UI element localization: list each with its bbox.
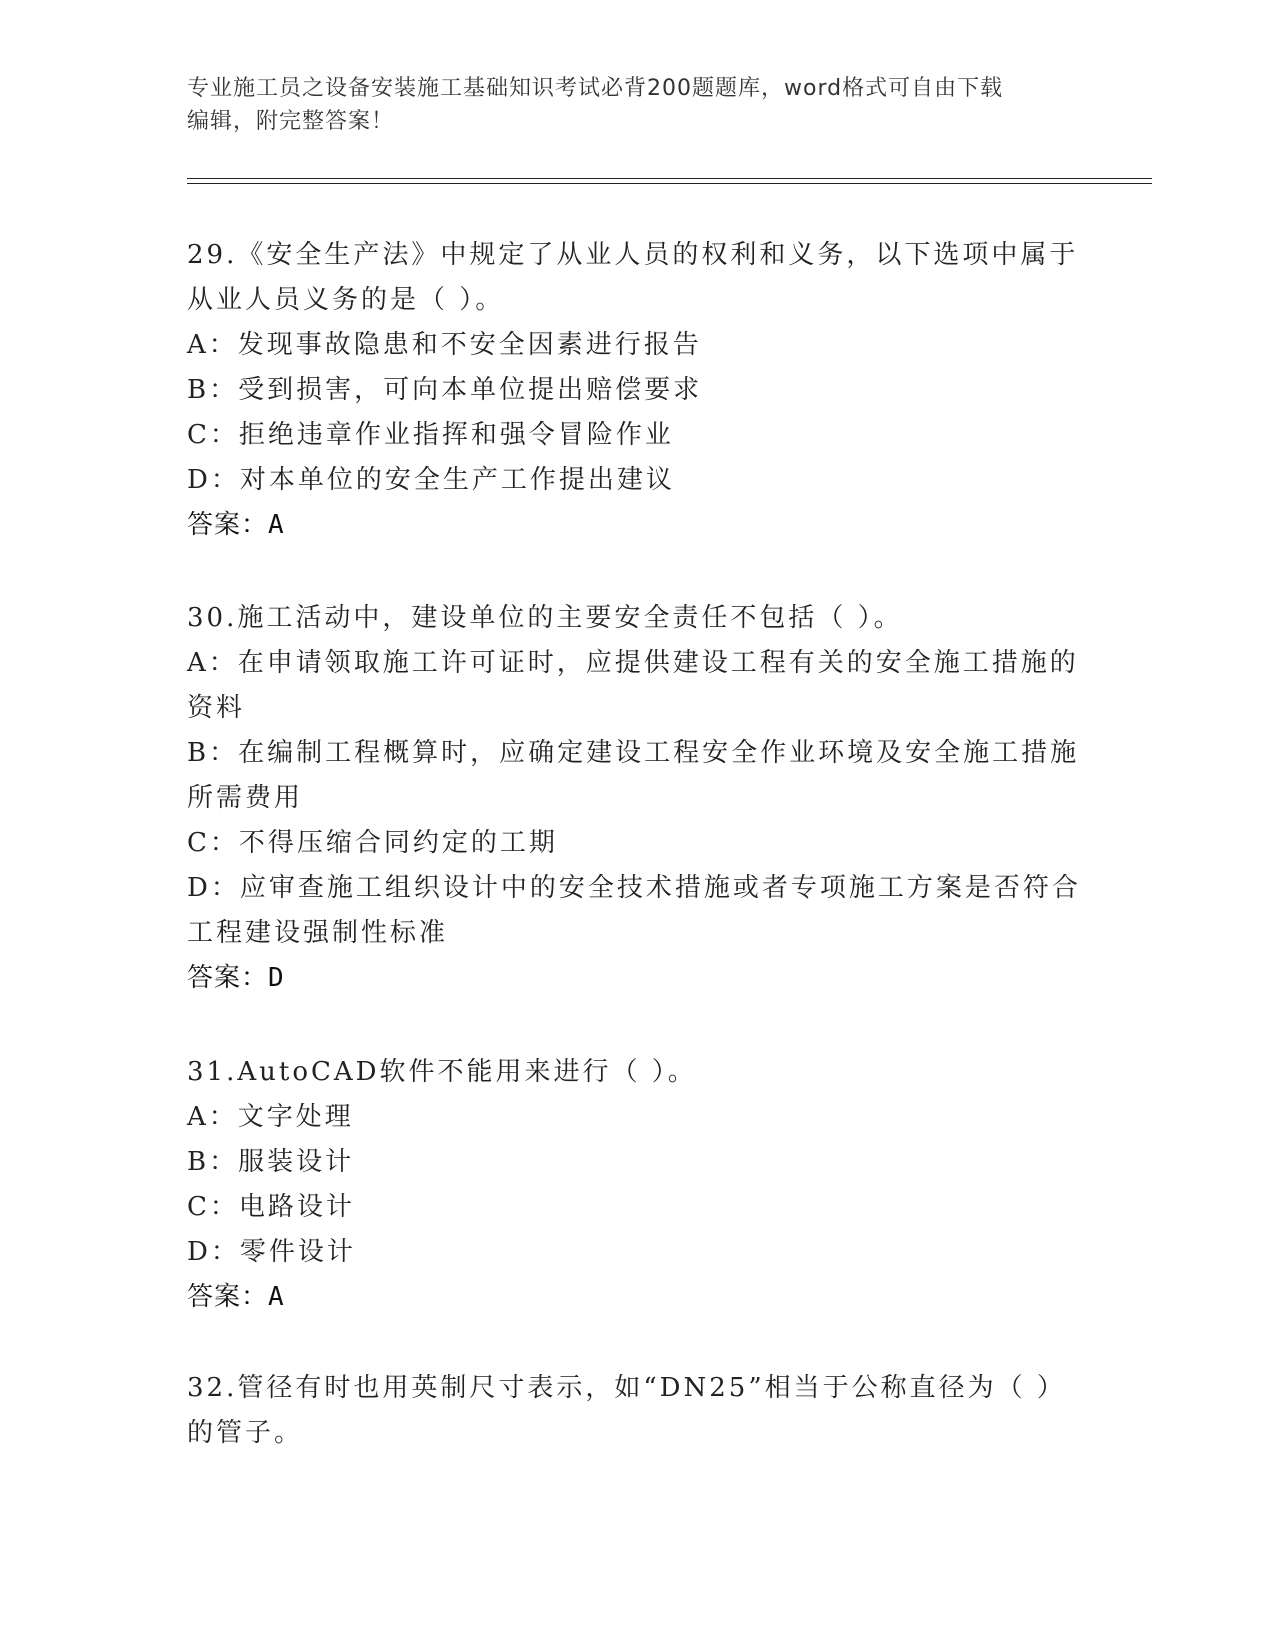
header-divider-top (187, 178, 1152, 179)
question-stem-line: 29.《安全生产法》中规定了从业人员的权利和义务，以下选项中属于 (187, 240, 1079, 270)
option-a: A：在申请领取施工许可证时，应提供建设工程有关的安全施工措施的 (187, 648, 1079, 678)
answer (187, 956, 1077, 1001)
header-line-1: 专业施工员之设备安装施工基础知识考试必背200题题库，word格式可自由下载 (187, 76, 1004, 101)
question-stem-line: 31.AutoCAD软件不能用来进行（ ）。 (187, 1057, 697, 1087)
answer-label: 答案： (187, 510, 269, 540)
option-d-continued: 工程建设强制性标准 (187, 918, 449, 948)
option-b: B：受到损害，可向本单位提出赔偿要求 (187, 375, 703, 405)
option-b-continued: 所需费用 (187, 783, 304, 813)
answer (187, 1275, 1077, 1320)
document-header (187, 72, 1067, 138)
option-b: B：在编制工程概算时，应确定建设工程安全作业环境及安全施工措施 (187, 738, 1080, 768)
option-c: C：电路设计 (187, 1192, 355, 1222)
answer-label: 答案： (187, 1282, 269, 1312)
option-a: A：发现事故隐患和不安全因素进行报告 (187, 330, 702, 360)
question-32 (187, 1366, 1077, 1456)
answer-value: A (268, 510, 285, 540)
question-stem-line: 32.管径有时也用英制尺寸表示，如“DN25”相当于公称直径为（ ） (187, 1373, 1066, 1403)
answer-value: D (268, 963, 285, 993)
option-c: C：拒绝违章作业指挥和强令冒险作业 (187, 420, 674, 450)
question-29 (187, 233, 1077, 548)
option-a: A：文字处理 (187, 1102, 354, 1132)
header-divider-bottom (187, 183, 1152, 184)
question-stem-line: 30.施工活动中，建设单位的主要安全责任不包括（ ）。 (187, 603, 903, 633)
answer-label: 答案： (187, 963, 269, 993)
answer-value: A (268, 1282, 285, 1312)
question-stem-line: 的管子。 (187, 1418, 304, 1448)
header-line-2: 编辑，附完整答案！ (187, 109, 395, 134)
option-a-continued: 资料 (187, 693, 246, 723)
option-d: D：零件设计 (187, 1237, 356, 1267)
option-b: B：服装设计 (187, 1147, 355, 1177)
option-c: C：不得压缩合同约定的工期 (187, 828, 558, 858)
option-d: D：对本单位的安全生产工作提出建议 (187, 465, 675, 495)
question-stem-line: 从业人员义务的是（ ）。 (187, 285, 505, 315)
option-d: D：应审查施工组织设计中的安全技术措施或者专项施工方案是否符合 (187, 873, 1081, 903)
question-31 (187, 1050, 1077, 1320)
question-30 (187, 596, 1081, 1001)
answer (187, 503, 1077, 548)
